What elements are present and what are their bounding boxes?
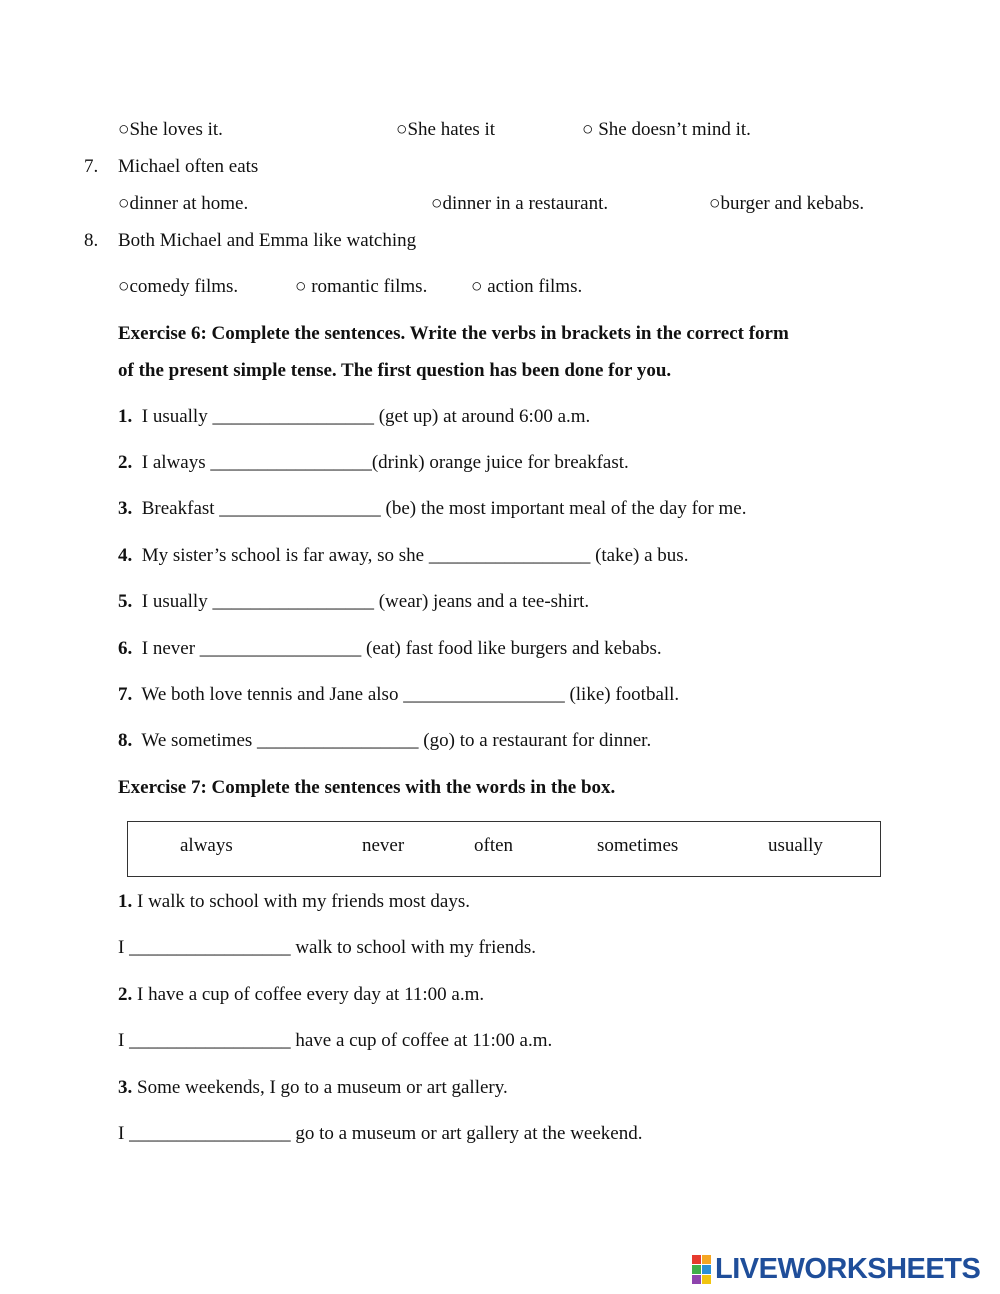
exercise6-item — [118, 451, 629, 475]
exercise6-item — [118, 683, 679, 707]
item-text[interactable]: We sometimes _________________ (go) to a restaurant for dinner. — [141, 730, 652, 751]
item-number: 2. — [118, 452, 133, 473]
word-usually: usually — [768, 835, 823, 856]
q8-option-b[interactable]: ○ romantic films. — [295, 276, 428, 297]
exercise6-item — [118, 497, 746, 521]
q8-option-c[interactable]: ○ action films. — [471, 276, 583, 297]
item-text[interactable]: I usually _________________ (get up) at around 6:00 a.m. — [141, 406, 591, 427]
q7-option-b[interactable]: ○dinner in a restaurant. — [431, 193, 609, 214]
word-box — [127, 821, 881, 877]
q6-option-b[interactable]: ○She hates it — [396, 119, 496, 140]
exercise7-answer-line[interactable]: I _________________ walk to school with my friends. — [118, 937, 536, 958]
logo-square — [692, 1265, 701, 1274]
word-often: often — [474, 835, 514, 856]
q6-option-c[interactable]: ○ She doesn’t mind it. — [582, 119, 751, 140]
item-text[interactable]: We both love tennis and Jane also _________________ (like) football. — [141, 684, 680, 705]
exercise6-item — [118, 544, 688, 568]
item-text[interactable]: I never _________________ (eat) fast food like burgers and kebabs. — [141, 638, 662, 659]
item-text[interactable]: Breakfast _________________ (be) the most important meal of the day for me. — [141, 498, 747, 519]
q8-option-a[interactable]: ○comedy films. — [118, 276, 239, 297]
word-sometimes: sometimes — [597, 835, 679, 856]
word-never: never — [362, 835, 405, 856]
item-number: 6. — [118, 638, 133, 659]
item-number: 3. — [118, 498, 133, 519]
exercise7-title: Exercise 7: Complete the sentences with the words in the box. — [118, 777, 616, 798]
word-always: always — [180, 835, 233, 856]
item-number: 5. — [118, 591, 133, 612]
exercise7-prompt — [118, 983, 484, 1007]
item-text[interactable]: I usually _________________ (wear) jeans and a tee-shirt. — [141, 591, 590, 612]
logo-mark-icon — [692, 1255, 711, 1284]
q6-option-a[interactable]: ○She loves it. — [118, 119, 223, 140]
exercise6-item — [118, 405, 590, 429]
item-text[interactable]: I always _________________(drink) orange juice for breakfast. — [141, 452, 629, 473]
q7-option-c[interactable]: ○burger and kebabs. — [709, 193, 865, 214]
q7-number: 7. — [84, 156, 99, 177]
exercise6-item — [118, 637, 662, 661]
logo-square — [692, 1275, 701, 1284]
exercise6-title-line1: Exercise 6: Complete the sentences. Write the verbs in brackets in the correct form — [118, 323, 789, 344]
logo-square — [702, 1255, 711, 1264]
liveworksheets-logo — [692, 1254, 980, 1284]
exercise6-title-line2: of the present simple tense. The first question has been done for you. — [118, 360, 672, 381]
item-number: 3. — [118, 1077, 133, 1098]
q7-option-a[interactable]: ○dinner at home. — [118, 193, 249, 214]
logo-text: LIVEWORKSHEETS — [715, 1252, 981, 1285]
prompt-text: I have a cup of coffee every day at 11:00 a.m. — [137, 984, 485, 1005]
q7-question: Michael often eats — [118, 156, 259, 177]
q8-question: Both Michael and Emma like watching — [118, 230, 417, 251]
item-number: 7. — [118, 684, 133, 705]
logo-square — [702, 1275, 711, 1284]
logo-square — [692, 1255, 701, 1264]
item-text[interactable]: My sister’s school is far away, so she _________________ (take) a bus. — [141, 545, 689, 566]
item-number: 8. — [118, 730, 133, 751]
prompt-text: I walk to school with my friends most days. — [137, 891, 470, 912]
q8-number: 8. — [84, 230, 99, 251]
item-number: 1. — [118, 891, 133, 912]
exercise6-item — [118, 590, 589, 614]
item-number: 4. — [118, 545, 133, 566]
prompt-text: Some weekends, I go to a museum or art gallery. — [137, 1077, 508, 1098]
exercise6-item — [118, 729, 651, 753]
exercise7-prompt — [118, 1076, 508, 1100]
item-number: 2. — [118, 984, 133, 1005]
exercise7-prompt — [118, 890, 470, 914]
exercise7-answer-line[interactable]: I _________________ have a cup of coffee at 11:00 a.m. — [118, 1030, 553, 1051]
logo-square — [702, 1265, 711, 1274]
item-number: 1. — [118, 406, 133, 427]
exercise7-answer-line[interactable]: I _________________ go to a museum or art gallery at the weekend. — [118, 1123, 643, 1144]
